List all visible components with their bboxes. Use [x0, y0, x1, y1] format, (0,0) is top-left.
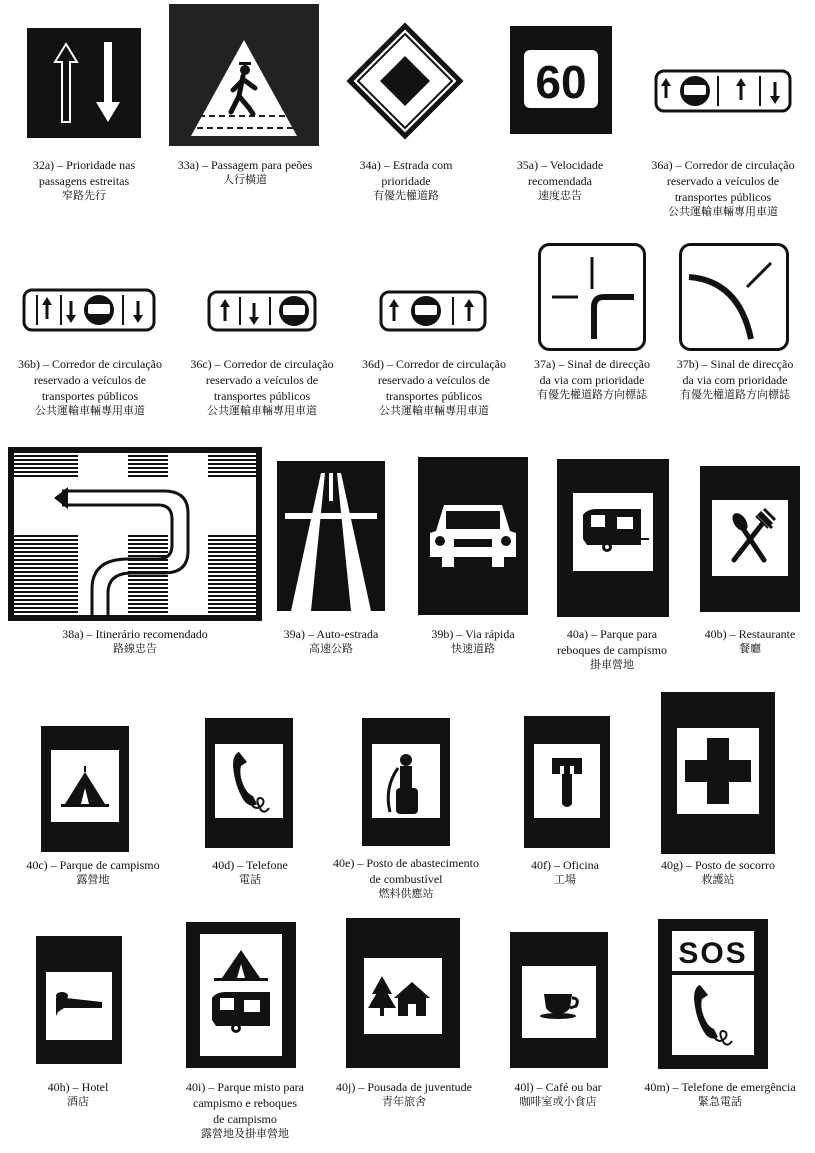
sign-39a — [277, 461, 385, 611]
caption-39b: 39b) – Via rápida 快速道路 — [431, 627, 515, 655]
caption-40l: 40l) – Café ou bar 咖啡室或小食店 — [514, 1080, 602, 1108]
caption-40i: 40i) – Parque misto para campismo e reboques de campismo 露營地及掛車營地 — [186, 1080, 304, 1140]
caption-40e: 40e) – Posto de abastecimento de combustível 燃料供應站 — [333, 856, 479, 900]
fuel-pump-icon — [362, 718, 450, 846]
caption-35a: 35a) – Velocidade recomendada 速度忠告 — [516, 158, 604, 202]
priority-direction-icon — [538, 243, 646, 351]
two-way-priority-icon — [27, 28, 141, 138]
wrench-icon — [524, 716, 610, 848]
priority-road-icon — [348, 24, 462, 138]
bus-lane-icon — [208, 291, 316, 331]
caption-33a: 33a) – Passagem para peões 人行橫道 — [177, 158, 313, 186]
caption-37b: 37b) – Sinal de direcção da via com prioridade 有優先權道路方向標誌 — [676, 357, 794, 401]
caption-37a: 37a) – Sinal de direcção da via com prioridade 有優先權道路方向標誌 — [534, 357, 650, 401]
sign-40f — [524, 716, 610, 848]
sign-32a — [27, 28, 141, 138]
caption-40h: 40h) – Hotel 酒店 — [47, 1080, 109, 1108]
sign-36d — [380, 291, 486, 331]
car-icon — [418, 457, 528, 615]
recommended-route-icon — [8, 447, 262, 621]
sign-40c — [41, 726, 129, 852]
restaurant-icon — [700, 466, 800, 612]
sign-40j — [346, 918, 460, 1068]
bus-lane-icon — [23, 289, 155, 331]
sign-39b — [418, 457, 528, 615]
bed-icon — [36, 936, 122, 1064]
emergency-telephone-icon — [658, 919, 768, 1069]
sign-40d — [205, 718, 293, 848]
sign-40m — [658, 919, 768, 1069]
speed-value: 60 — [535, 56, 587, 108]
motorway-icon — [277, 461, 385, 611]
sign-34a — [348, 24, 462, 138]
sos-label: SOS — [678, 937, 748, 970]
first-aid-icon — [661, 692, 775, 854]
sign-40g — [661, 692, 775, 854]
sign-38a — [8, 447, 262, 621]
caption-40b: 40b) – Restaurante 餐廳 — [704, 627, 796, 655]
caption-32a: 32a) – Prioridade nas passagens estreitas 窄路先行 — [32, 158, 136, 202]
sign-40l — [510, 932, 608, 1068]
caption-40c: 40c) – Parque de campismo 露營地 — [26, 858, 160, 886]
sign-40h — [36, 936, 122, 1064]
caption-40a: 40a) – Parque para reboques de campismo 掛車營地 — [557, 627, 667, 671]
sign-35a — [510, 26, 612, 134]
priority-direction-curve-icon — [679, 243, 789, 351]
sign-40a — [557, 459, 669, 617]
sign-33a — [169, 4, 319, 146]
caption-39a: 39a) – Auto-estrada 高速公路 — [283, 627, 379, 655]
speed-60-icon — [510, 26, 612, 134]
bus-lane-icon — [380, 291, 486, 331]
sign-40b — [700, 466, 800, 612]
sign-40e — [362, 718, 450, 846]
caption-36d: 36d) – Corredor de circulação reservado a veículos de transportes públicos 公共運輸車輛專用車道 — [362, 357, 506, 417]
caption-40j: 40j) – Pousada de juventude 青年旅舍 — [336, 1080, 472, 1108]
caption-38a: 38a) – Itinerário recomendado 路線忠告 — [62, 627, 208, 655]
caption-40g: 40g) – Posto de socorro 救護站 — [661, 858, 775, 886]
caption-40d: 40d) – Telefone 電話 — [212, 858, 288, 886]
sign-37b — [679, 243, 789, 351]
caravan-icon — [557, 459, 669, 617]
sign-36c — [208, 291, 316, 331]
tent-icon — [41, 726, 129, 852]
caption-40m: 40m) – Telefone de emergência 緊急電話 — [644, 1080, 796, 1108]
telephone-icon — [205, 718, 293, 848]
tent-caravan-icon — [186, 922, 296, 1068]
caption-36b: 36b) – Corredor de circulação reservado a veículos de transportes públicos 公共運輸車輛專用車道 — [18, 357, 162, 417]
pedestrian-crossing-icon — [169, 4, 319, 146]
sign-37a — [538, 243, 646, 351]
caption-36a: 36a) – Corredor de circulação reservado a veículos de transportes públicos 公共運輸車輛專用車道 — [651, 158, 795, 218]
sign-36a — [655, 70, 791, 112]
coffee-cup-icon — [510, 932, 608, 1068]
sign-40i — [186, 922, 296, 1068]
caption-40f: 40f) – Oficina 工場 — [531, 858, 599, 886]
sign-36b — [23, 289, 155, 331]
caption-34a: 34a) – Estrada com prioridade 有優先權道路 — [359, 158, 453, 202]
bus-lane-icon — [655, 70, 791, 112]
caption-36c: 36c) – Corredor de circulação reservado a veículos de transportes públicos 公共運輸車輛專用車道 — [190, 357, 334, 417]
youth-hostel-icon — [346, 918, 460, 1068]
